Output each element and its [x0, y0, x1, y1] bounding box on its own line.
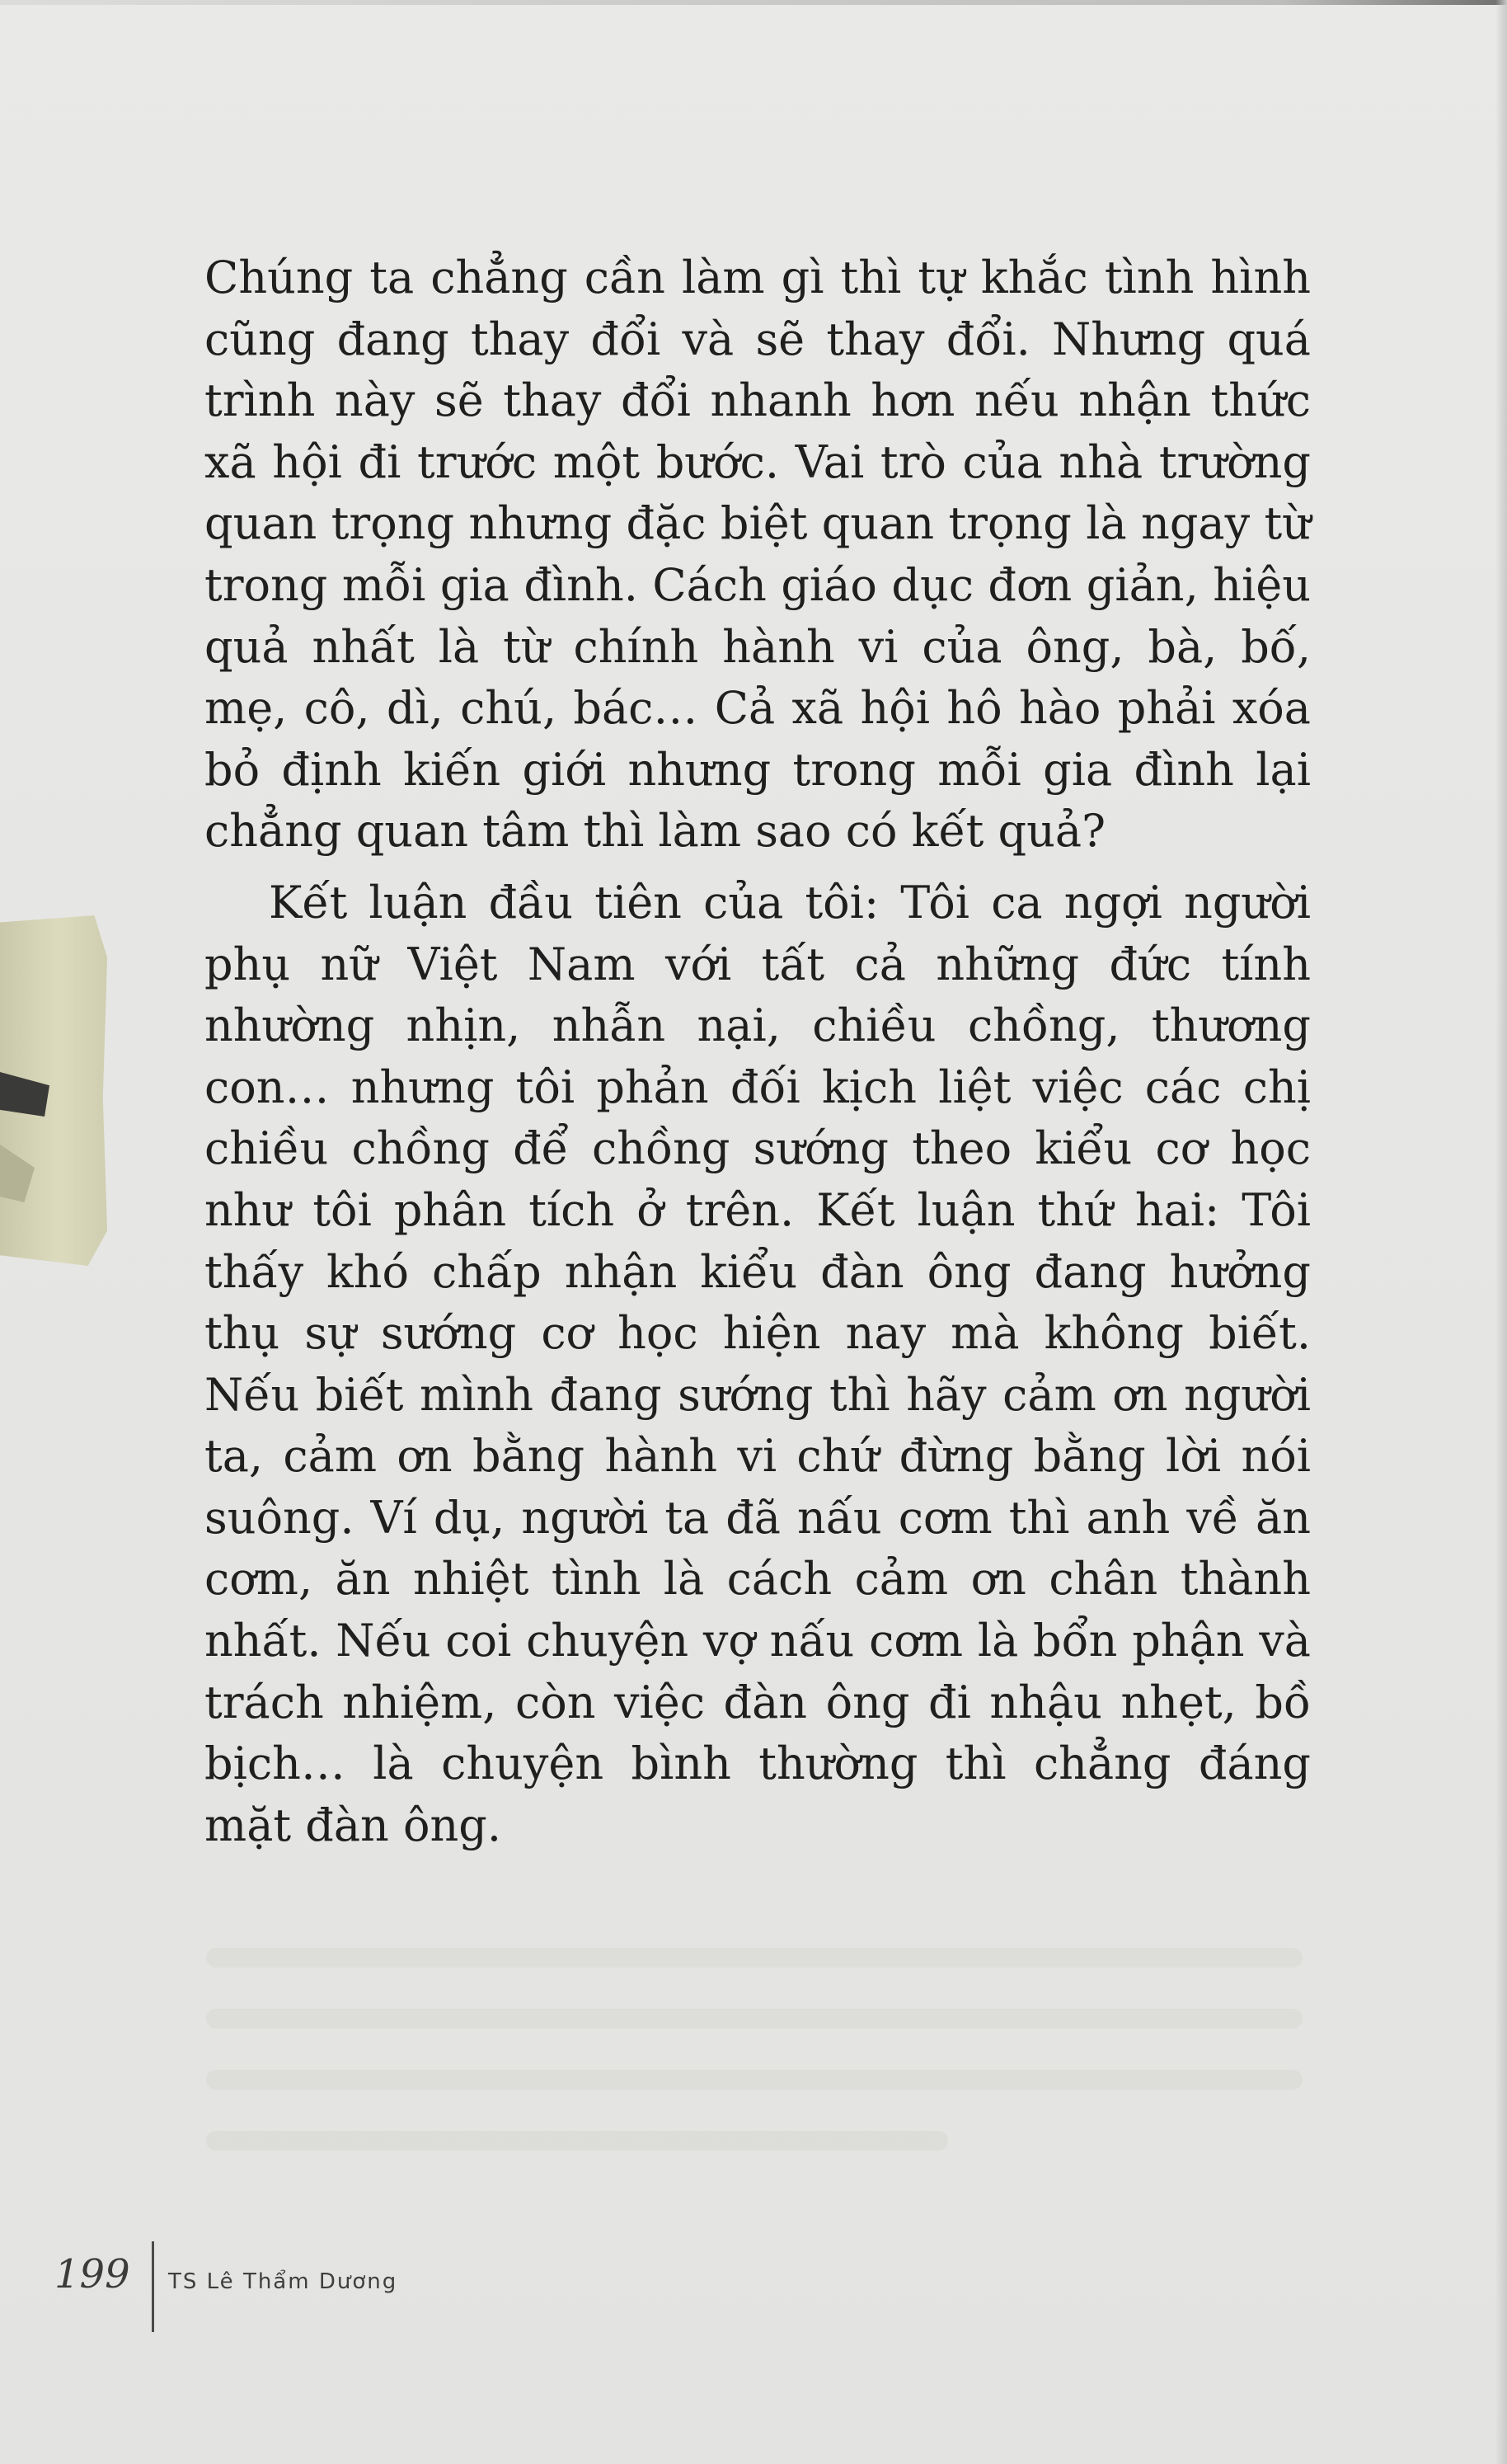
page-number: 199 — [54, 2251, 130, 2297]
footer-divider — [152, 2241, 154, 2332]
page-right-edge — [1495, 0, 1507, 2464]
page-top-edge — [0, 0, 1507, 5]
show-through-shadow — [206, 1948, 1303, 1968]
body-text — [204, 247, 1311, 1856]
paragraph-1: Chúng ta chẳng cần làm gì thì tự khắc tình hình cũng đang thay đổi và sẽ thay đổi. Nhưng quá trình này sẽ thay đổi nhanh hơn nếu nhận thức xã hội đi trước một bước. Vai trò của nhà trường quan trọng nhưng đặc biệt quan trọng là ngay từ trong mỗi gia đình. Cách giáo dục đơn giản, hiệu quả nhất là từ chính hành vi của ông, bà, bố, mẹ, cô, dì, chú, bác… Cả xã hội hô hào phải xóa bỏ định kiến giới nhưng trong mỗi gia đình lại chẳng quan tâm thì làm sao có kết quả? — [204, 252, 1311, 858]
show-through-shadow — [206, 2009, 1303, 2029]
running-head: TS Lê Thẩm Dương — [168, 2269, 398, 2294]
paragraph-2: Kết luận đầu tiên của tôi: Tôi ca ngợi người phụ nữ Việt Nam với tất cả những đức tính nhường nhịn, nhẫn nại, chiều chồng, thương con… nhưng tôi phản đối kịch liệt việc các chị chiều chồng để chồng sướng theo kiểu cơ học như tôi phân tích ở trên. Kết luận thứ hai: Tôi thấy khó chấp nhận kiểu đàn ông đang hưởng thụ sự sướng cơ học hiện nay mà không biết. Nếu biết mình đang sướng thì hãy cảm ơn người ta, cảm ơn bằng hành vi chứ đừng bằng lời nói suông. Ví dụ, người ta đã nấu cơm thì anh về ăn cơm, ăn nhiệt tình là cách cảm ơn chân thành nhất. Nếu coi chuyện vợ nấu cơm là bổn phận và trách nhiệm, còn việc đàn ông đi nhậu nhẹt, bồ bịch… là chuyện bình thường thì chẳng đáng mặt đàn ông. — [204, 876, 1311, 1851]
show-through-shadow — [206, 2070, 1303, 2090]
show-through-shadow — [206, 2131, 948, 2151]
